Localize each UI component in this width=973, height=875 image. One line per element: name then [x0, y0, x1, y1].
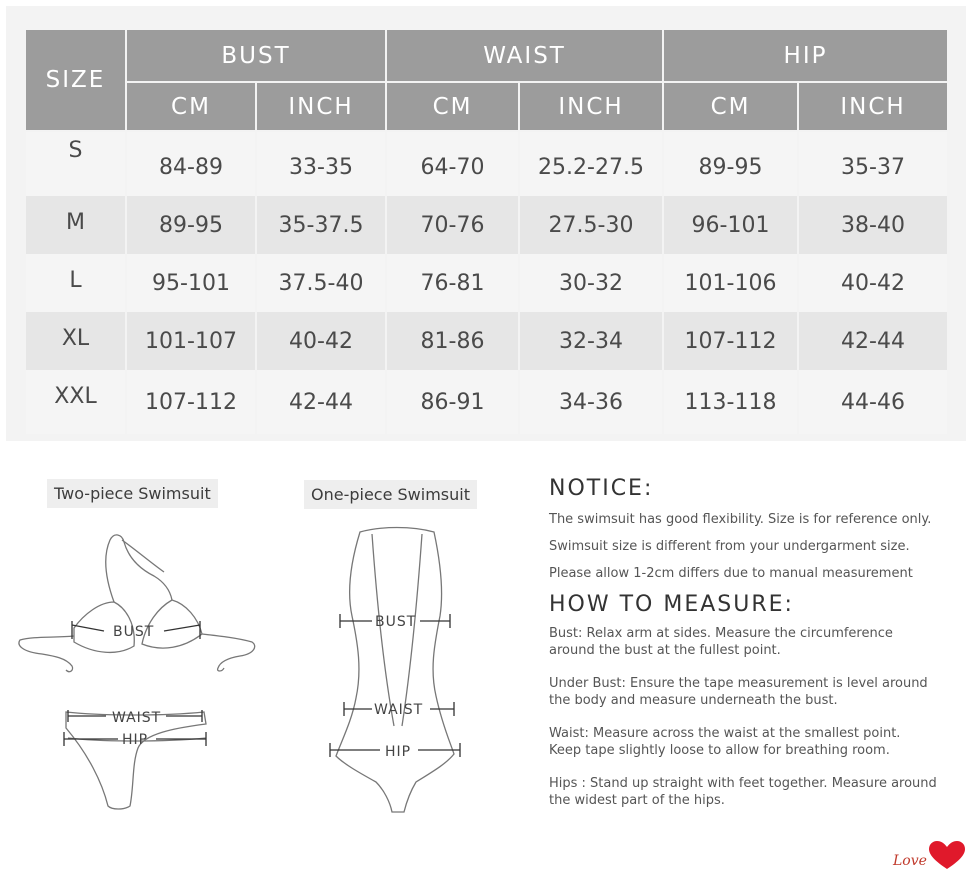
measure-instruction	[549, 725, 969, 759]
value-cell: 86-91	[387, 370, 520, 434]
measure-line: Waist: Measure across the waist at the smallest point.	[549, 726, 901, 741]
measure-line: Keep tape slightly loose to allow for breathing room.	[549, 743, 890, 758]
one-piece-title: One-piece Swimsuit	[304, 480, 477, 509]
unit-header: CM	[387, 83, 520, 132]
size-cell: XL	[26, 312, 127, 370]
value-cell: 42-44	[799, 312, 947, 370]
value-cell: 101-107	[127, 312, 257, 370]
size-chart-panel	[6, 6, 966, 441]
measure-line: the body and measure underneath the bust.	[549, 693, 838, 708]
waist-group-header: WAIST	[387, 30, 664, 83]
size-cell: XXL	[26, 370, 127, 434]
value-cell: 113-118	[664, 370, 799, 434]
size-cell: L	[26, 254, 127, 312]
value-cell: 107-112	[127, 370, 257, 434]
unit-header: INCH	[520, 83, 664, 132]
measure-line: Bust: Relax arm at sides. Measure the circumference	[549, 626, 893, 641]
one-piece-swimsuit-sketch	[322, 520, 472, 820]
how-to-measure-title: HOW TO MEASURE:	[549, 592, 794, 617]
value-cell: 42-44	[257, 370, 387, 434]
value-cell: 37.5-40	[257, 254, 387, 312]
unit-header: CM	[664, 83, 799, 132]
two-piece-bust-label: BUST	[113, 624, 155, 640]
hip-group-header: HIP	[664, 30, 947, 83]
measure-line: around the bust at the fullest point.	[549, 643, 781, 658]
notice-item: The swimsuit has good flexibility. Size is for reference only.	[549, 512, 932, 527]
table-row	[26, 370, 947, 434]
value-cell: 96-101	[664, 196, 799, 254]
unit-header: INCH	[799, 83, 947, 132]
value-cell: 89-95	[127, 196, 257, 254]
value-cell: 76-81	[387, 254, 520, 312]
value-cell: 40-42	[799, 254, 947, 312]
notice-section	[549, 476, 969, 809]
value-cell: 30-32	[520, 254, 664, 312]
value-cell: 35-37.5	[257, 196, 387, 254]
value-cell: 40-42	[257, 312, 387, 370]
value-cell: 27.5-30	[520, 196, 664, 254]
value-cell: 107-112	[664, 312, 799, 370]
measure-line: the widest part of the hips.	[549, 793, 725, 808]
value-cell: 32-34	[520, 312, 664, 370]
value-cell: 44-46	[799, 370, 947, 434]
love-heart-logo	[891, 839, 967, 871]
measure-instruction	[549, 775, 969, 809]
two-piece-title: Two-piece Swimsuit	[47, 479, 218, 508]
notice-item: Please allow 1-2cm differs due to manual measurement	[549, 566, 913, 581]
value-cell: 34-36	[520, 370, 664, 434]
notice-item: Swimsuit size is different from your undergarment size.	[549, 539, 910, 554]
table-row	[26, 254, 947, 312]
measure-line: Hips : Stand up straight with feet together. Measure around	[549, 776, 937, 791]
value-cell: 35-37	[799, 132, 947, 196]
unit-header: CM	[127, 83, 257, 132]
measure-instruction	[549, 625, 969, 659]
love-text: Love	[893, 853, 927, 869]
value-cell: 38-40	[799, 196, 947, 254]
heart-icon	[929, 841, 965, 869]
size-cell: S	[26, 132, 127, 196]
size-chart-table	[26, 30, 947, 434]
value-cell: 25.2-27.5	[520, 132, 664, 196]
value-cell: 95-101	[127, 254, 257, 312]
unit-header: INCH	[257, 83, 387, 132]
measure-line: Under Bust: Ensure the tape measurement is level around	[549, 676, 928, 691]
value-cell: 33-35	[257, 132, 387, 196]
value-cell: 89-95	[664, 132, 799, 196]
two-piece-swimsuit-sketch	[14, 528, 264, 818]
value-cell: 64-70	[387, 132, 520, 196]
table-row	[26, 312, 947, 370]
one-piece-bust-label: BUST	[375, 614, 417, 630]
table-row	[26, 196, 947, 254]
bust-group-header: BUST	[127, 30, 387, 83]
measure-instruction	[549, 675, 969, 709]
size-column-header: SIZE	[26, 30, 127, 132]
value-cell: 101-106	[664, 254, 799, 312]
size-cell: M	[26, 196, 127, 254]
table-row	[26, 132, 947, 196]
two-piece-hip-label: HIP	[122, 732, 149, 748]
value-cell: 81-86	[387, 312, 520, 370]
value-cell: 70-76	[387, 196, 520, 254]
two-piece-waist-label: WAIST	[112, 710, 162, 726]
one-piece-hip-label: HIP	[385, 744, 412, 760]
notice-title: NOTICE:	[549, 476, 654, 501]
one-piece-waist-label: WAIST	[374, 702, 424, 718]
value-cell: 84-89	[127, 132, 257, 196]
